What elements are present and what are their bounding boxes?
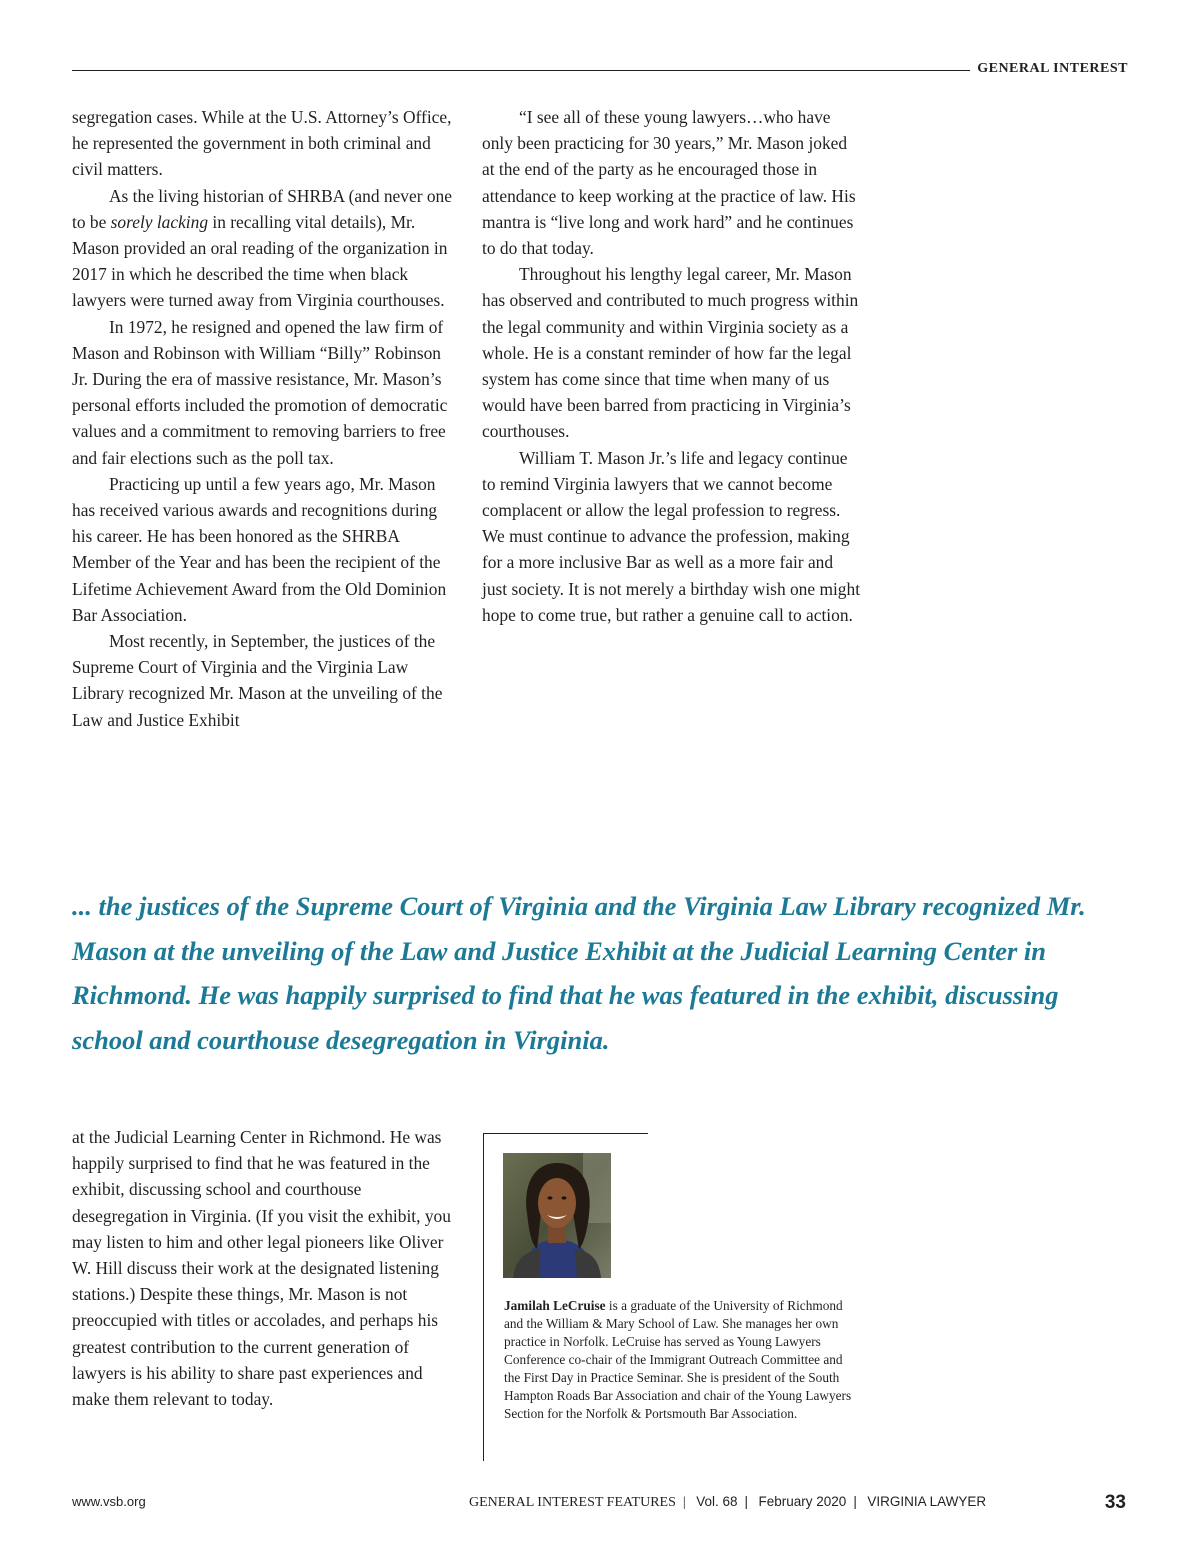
pull-quote: ... the justices of the Supreme Court of Virginia and the Virginia Law Library recognized Mr. Mason at the unveiling of the Law and Justice Exhibit at the Judicial Learning Center in Richmond. He was happily surprised to find that he was featured in the exhibit, discussing school and courthouse desegregation in Virginia. <box>72 891 1086 1055</box>
footer-volume: Vol. 68 <box>696 1494 738 1509</box>
footer-date: February 2020 <box>758 1494 847 1509</box>
paragraph: Most recently, in September, the justices of the Supreme Court of Virginia and the Virginia Law Library recognized Mr. Mason at the unveiling of the Law and Justice Exhibit <box>72 631 443 730</box>
bio-frame-rule <box>483 1133 648 1134</box>
article-column-1 <box>72 104 452 733</box>
author-photo <box>503 1153 611 1278</box>
footer-publication: VIRGINIA LAWYER <box>867 1494 987 1509</box>
paragraph: In 1972, he resigned and opened the law firm of Mason and Robinson with William “Billy” Robinson Jr. During the era of massive resistance, Mr. Mason’s personal efforts included the promotion of democratic values and a commitment to removing barriers to free and fair elections such as the poll tax. <box>72 316 448 468</box>
section-label: GENERAL INTEREST <box>977 61 1128 76</box>
footer-website: www.vsb.org <box>72 1494 146 1509</box>
author-bio <box>504 1297 854 1423</box>
author-name: Jamilah LeCruise <box>504 1298 606 1313</box>
paragraph: As the living historian of SHRBA (and never one to be sorely lacking in recalling vital details), Mr. Mason provided an oral reading of the organization in 2017 in which he described the time when black lawyers were turned away from Virginia courthouses. <box>72 185 452 311</box>
paragraph: Throughout his lengthy legal career, Mr. Mason has observed and contributed to much progress within the legal community and within Virginia society as a whole. He is a constant reminder of how far the legal system has come since that time when many of us would have been barred from practicing in Virginia’s courthouses. <box>482 264 859 442</box>
header-rule <box>72 70 970 71</box>
article-column-3 <box>72 1124 452 1412</box>
article-column-2 <box>482 104 862 628</box>
page-number: 33 <box>1104 1492 1126 1513</box>
paragraph: “I see all of these young lawyers…who have only been practicing for 30 years,” Mr. Mason joked at the end of the party as he encouraged those in attendance to keep working at the practice of law. His mantra is “live long and work hard” and he continues to do that today. <box>482 107 856 259</box>
paragraph: at the Judicial Learning Center in Richmond. He was happily surprised to find that he was featured in the exhibit, discussing school and courthouse desegregation in Virginia. (If you visit the exhibit, you may listen to him and other legal pioneers like Oliver W. Hill discuss their work at the designated listening stations.) Despite these things, Mr. Mason is not preoccupied with titles or accolades, and perhaps his greatest contribution to the current generation of lawyers is his ability to share past experiences and make them relevant to today. <box>72 1127 451 1410</box>
author-bio-text: is a graduate of the University of Richmond and the William & Mary School of Law. She manages her own practice in Norfolk. LeCruise has served as Young Lawyers Conference co-chair of the Immigrant Outreach Committee and the First Day in Practice Seminar. She is president of the South Hampton Roads Bar Association and chair of the Young Lawyers Section for the Norfolk & Portsmouth Bar Association. <box>504 1298 852 1421</box>
paragraph: segregation cases. While at the U.S. Attorney’s Office, he represented the government in both criminal and civil matters. <box>72 107 452 180</box>
paragraph: William T. Mason Jr.’s life and legacy continue to remind Virginia lawyers that we cannot become complacent or allow the legal profession to regress. We must continue to advance the profession, making for a more inclusive Bar as well as a more fair and just society. It is not merely a birthday wish one might hope to come true, but rather a genuine call to action. <box>482 447 861 625</box>
footer-info: GENERAL INTEREST FEATURES | Vol. 68 | February 2020 | VIRGINIA LAWYER <box>469 1494 987 1510</box>
paragraph: Practicing up until a few years ago, Mr. Mason has received various awards and recognitions during his career. He has been honored as the SHRBA Member of the Year and has been the recipient of the Lifetime Achievement Award from the Old Dominion Bar Association. <box>72 473 447 625</box>
bio-frame-rule <box>483 1133 484 1461</box>
footer-section: GENERAL INTEREST FEATURES <box>469 1495 676 1510</box>
